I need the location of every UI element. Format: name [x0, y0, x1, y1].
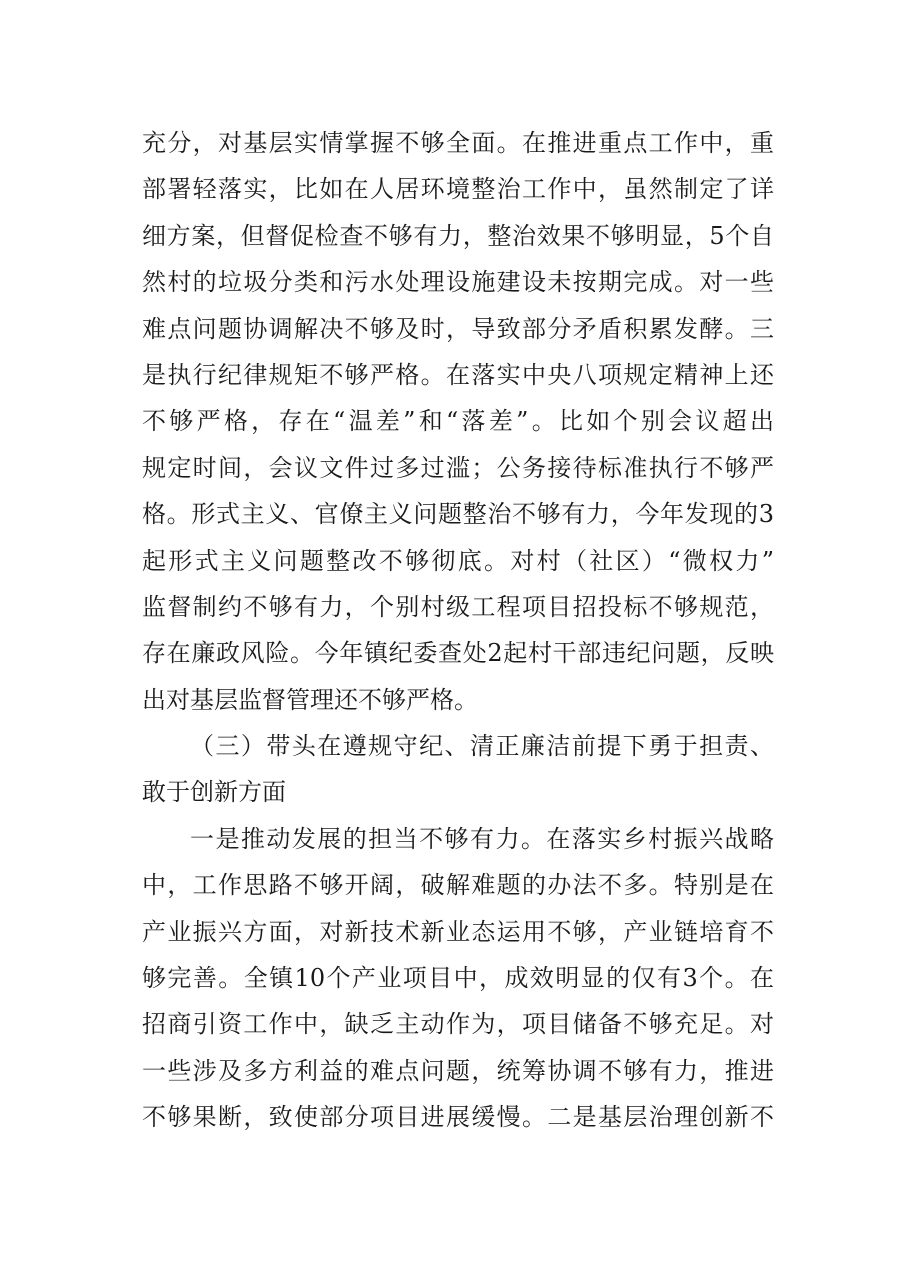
body-line: 起形式主义问题整改不够彻底。对村（社区）“微权力”	[142, 546, 774, 575]
body-line: 格。形式主义、官僚主义问题整治不够有力，今年发现的3	[142, 500, 774, 529]
body-line: 不够果断，致使部分项目进展缓慢。二是基层治理创新不	[142, 1103, 774, 1132]
body-line: 部署轻落实，比如在人居环境整治工作中，虽然制定了详	[142, 175, 774, 204]
paragraph-first-line: 一是推动发展的担当不够有力。在落实乡村振兴战略	[190, 824, 774, 853]
body-line: 够完善。全镇10个产业项目中，成效明显的仅有3个。在	[142, 964, 774, 993]
body-line: 细方案，但督促检查不够有力，整治效果不够明显，5个自	[142, 221, 774, 250]
body-line: 存在廉政风险。今年镇纪委查处2起村干部违纪问题，反映	[142, 639, 774, 668]
body-line: 中，工作思路不够开阔，破解难题的办法不多。特别是在	[142, 871, 774, 900]
body-line: 充分，对基层实情掌握不够全面。在推进重点工作中，重	[142, 129, 774, 157]
body-line: 监督制约不够有力，个别村级工程项目招投标不够规范，	[142, 592, 774, 621]
body-line: 是执行纪律规矩不够严格。在落实中央八项规定精神上还	[142, 360, 774, 389]
section-heading-line: 敢于创新方面	[142, 778, 286, 807]
body-line: 一些涉及多方利益的难点问题，统筹协调不够有力，推进	[142, 1056, 774, 1085]
body-line: 难点问题协调解决不够及时，导致部分矛盾积累发酵。三	[142, 314, 774, 343]
body-line: 规定时间，会议文件过多过滥；公务接待标准执行不够严	[142, 453, 774, 482]
body-line: 产业振兴方面，对新技术新业态运用不够，产业链培育不	[142, 917, 774, 946]
body-line: 不够严格，存在“温差”和“落差”。比如个别会议超出	[142, 407, 774, 436]
body-line: 然村的垃圾分类和污水处理设施建设未按期完成。对一些	[142, 268, 774, 297]
document-body	[142, 120, 774, 1141]
body-line: 招商引资工作中，缺乏主动作为，项目储备不够充足。对	[142, 1010, 774, 1039]
paragraph-end-line: 出对基层监督管理还不够严格。	[142, 685, 478, 714]
section-heading-line: （三）带头在遵规守纪、清正廉洁前提下勇于担责、	[190, 732, 774, 761]
